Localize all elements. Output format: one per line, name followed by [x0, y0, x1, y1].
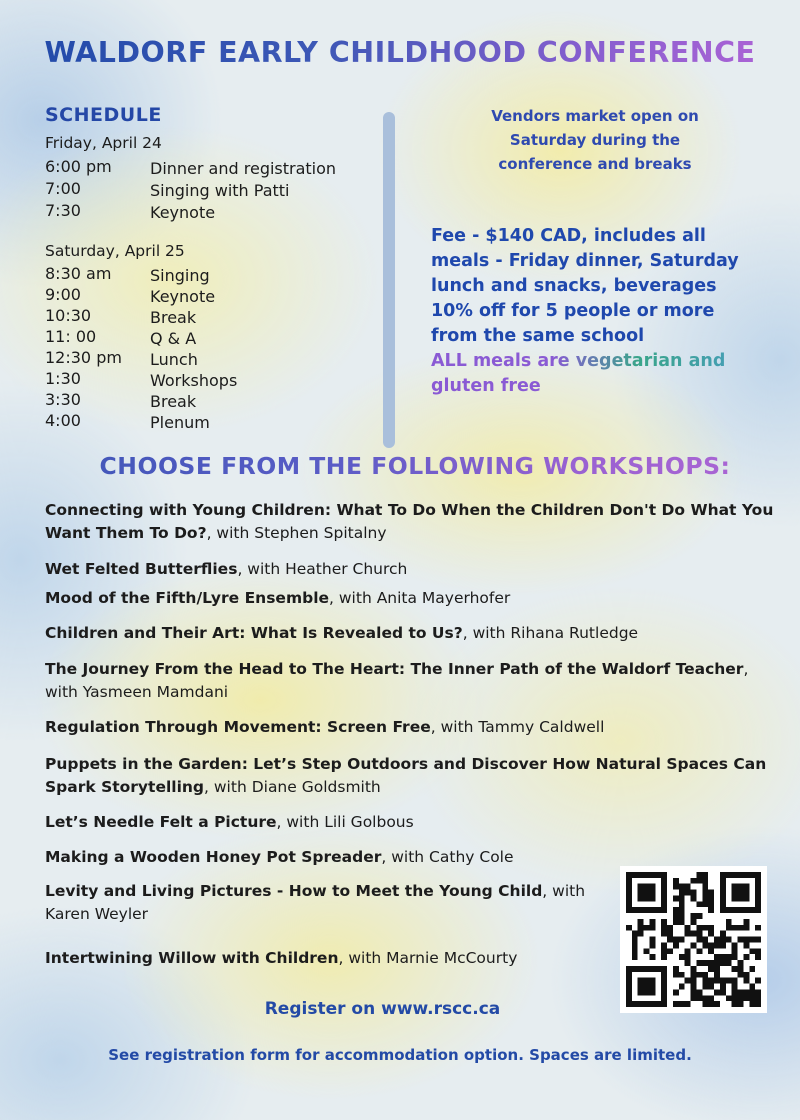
- vendors-line: Vendors market open on: [491, 107, 699, 125]
- workshop-presenter: , with Rihana Rutledge: [462, 624, 639, 642]
- workshop-presenter: , with Anita Mayerhofer: [329, 589, 511, 607]
- schedule-activity: Plenum: [150, 413, 210, 432]
- schedule-time: 7:00: [45, 179, 81, 198]
- schedule-activity: Q & A: [150, 329, 197, 348]
- schedule-time: 8:30 am: [45, 264, 112, 283]
- fee-line: Fee - $140 CAD, includes all: [431, 226, 706, 246]
- schedule-activity: Break: [150, 392, 197, 411]
- workshop-presenter: , with Stephen Spitalny: [206, 524, 387, 542]
- workshop-presenter: , with Yasmeen Mamdani: [45, 660, 749, 701]
- qr-code[interactable]: [620, 866, 767, 1013]
- workshop-presenter: , with Cathy Cole: [381, 848, 514, 866]
- schedule-activity: Keynote: [150, 203, 216, 222]
- workshop-item: [45, 753, 775, 799]
- schedule-activity: Singing with Patti: [150, 181, 290, 200]
- vendors-line: Saturday during the: [509, 131, 681, 149]
- workshop-presenter: , with Heather Church: [237, 560, 408, 578]
- friday-label: Friday, April 24: [45, 134, 162, 152]
- workshop-item: [45, 658, 775, 704]
- workshop-item: [45, 880, 605, 926]
- schedule-time: 9:00: [45, 285, 81, 304]
- schedule-time: 10:30: [45, 306, 92, 325]
- schedule-time: 1:30: [45, 369, 81, 388]
- fee-line: meals - Friday dinner, Saturday: [431, 251, 739, 271]
- workshop-item: [45, 622, 775, 645]
- schedule-time: 6:00 pm: [45, 157, 112, 176]
- workshop-title: Connecting with Young Children: What To Do When the Children Don't Do What You Want Them To Do?: [45, 501, 774, 542]
- conference-title: WALDORF EARLY CHILDHOOD CONFERENCE: [0, 36, 800, 69]
- schedule-activity: Break: [150, 308, 197, 327]
- saturday-label: Saturday, April 25: [45, 242, 185, 260]
- workshop-presenter: , with Marnie McCourty: [338, 949, 518, 967]
- column-divider: [383, 112, 395, 448]
- workshop-title: Let’s Needle Felt a Picture: [45, 813, 277, 831]
- workshop-item: [45, 716, 775, 739]
- workshop-title: Making a Wooden Honey Pot Spreader: [45, 848, 382, 866]
- workshop-item: [45, 947, 605, 970]
- workshop-title: Puppets in the Garden: Let’s Step Outdoors and Discover How Natural Spaces Can Spark Storytelling: [45, 755, 767, 796]
- workshop-presenter: , with Tammy Caldwell: [430, 718, 605, 736]
- workshop-item: [45, 587, 775, 610]
- workshop-presenter: , with Karen Weyler: [45, 882, 586, 923]
- workshop-presenter: , with Lili Golbous: [276, 813, 414, 831]
- workshop-title: Regulation Through Movement: Screen Free: [45, 718, 431, 736]
- schedule-activity: Singing: [150, 266, 210, 285]
- meals-note: ALL meals are vegetarian and: [431, 349, 776, 374]
- fee-line: lunch and snacks, beverages: [431, 276, 717, 296]
- discount-line: 10% off for 5 people or more: [431, 301, 715, 321]
- workshop-presenter: , with Diane Goldsmith: [204, 778, 381, 796]
- meals-note: gluten free: [431, 374, 776, 399]
- schedule-activity: Dinner and registration: [150, 159, 337, 178]
- schedule-time: 11: 00: [45, 327, 97, 346]
- workshop-item: [45, 558, 775, 581]
- vendors-note: [455, 104, 735, 176]
- schedule-activity: Workshops: [150, 371, 238, 390]
- workshop-title: Intertwining Willow with Children: [45, 949, 339, 967]
- schedule-time: 7:30: [45, 201, 81, 220]
- workshops-heading: CHOOSE FROM THE FOLLOWING WORKSHOPS:: [0, 452, 800, 480]
- workshop-title: Levity and Living Pictures - How to Meet the Young Child: [45, 882, 543, 900]
- footer-note: See registration form for accommodation option. Spaces are limited.: [108, 1046, 692, 1064]
- schedule-time: 12:30 pm: [45, 348, 122, 367]
- workshop-item: [45, 811, 775, 834]
- schedule-activity: Lunch: [150, 350, 198, 369]
- schedule-heading: SCHEDULE: [45, 104, 162, 126]
- workshop-title: Children and Their Art: What Is Revealed to Us?: [45, 624, 463, 642]
- workshop-item: [45, 499, 775, 545]
- workshop-title: The Journey From the Head to The Heart: The Inner Path of the Waldorf Teacher: [45, 660, 744, 678]
- schedule-activity: Keynote: [150, 287, 216, 306]
- vendors-line: conference and breaks: [498, 155, 692, 173]
- workshop-title: Mood of the Fifth/Lyre Ensemble: [45, 589, 330, 607]
- register-link[interactable]: Register on www.rscc.ca: [264, 999, 501, 1019]
- schedule-time: 3:30: [45, 390, 81, 409]
- discount-line: from the same school: [431, 326, 645, 346]
- schedule-time: 4:00: [45, 411, 81, 430]
- fee-info: [431, 224, 776, 399]
- workshop-title: Wet Felted Butterflies: [45, 560, 238, 578]
- qr-code-image: [620, 866, 767, 1013]
